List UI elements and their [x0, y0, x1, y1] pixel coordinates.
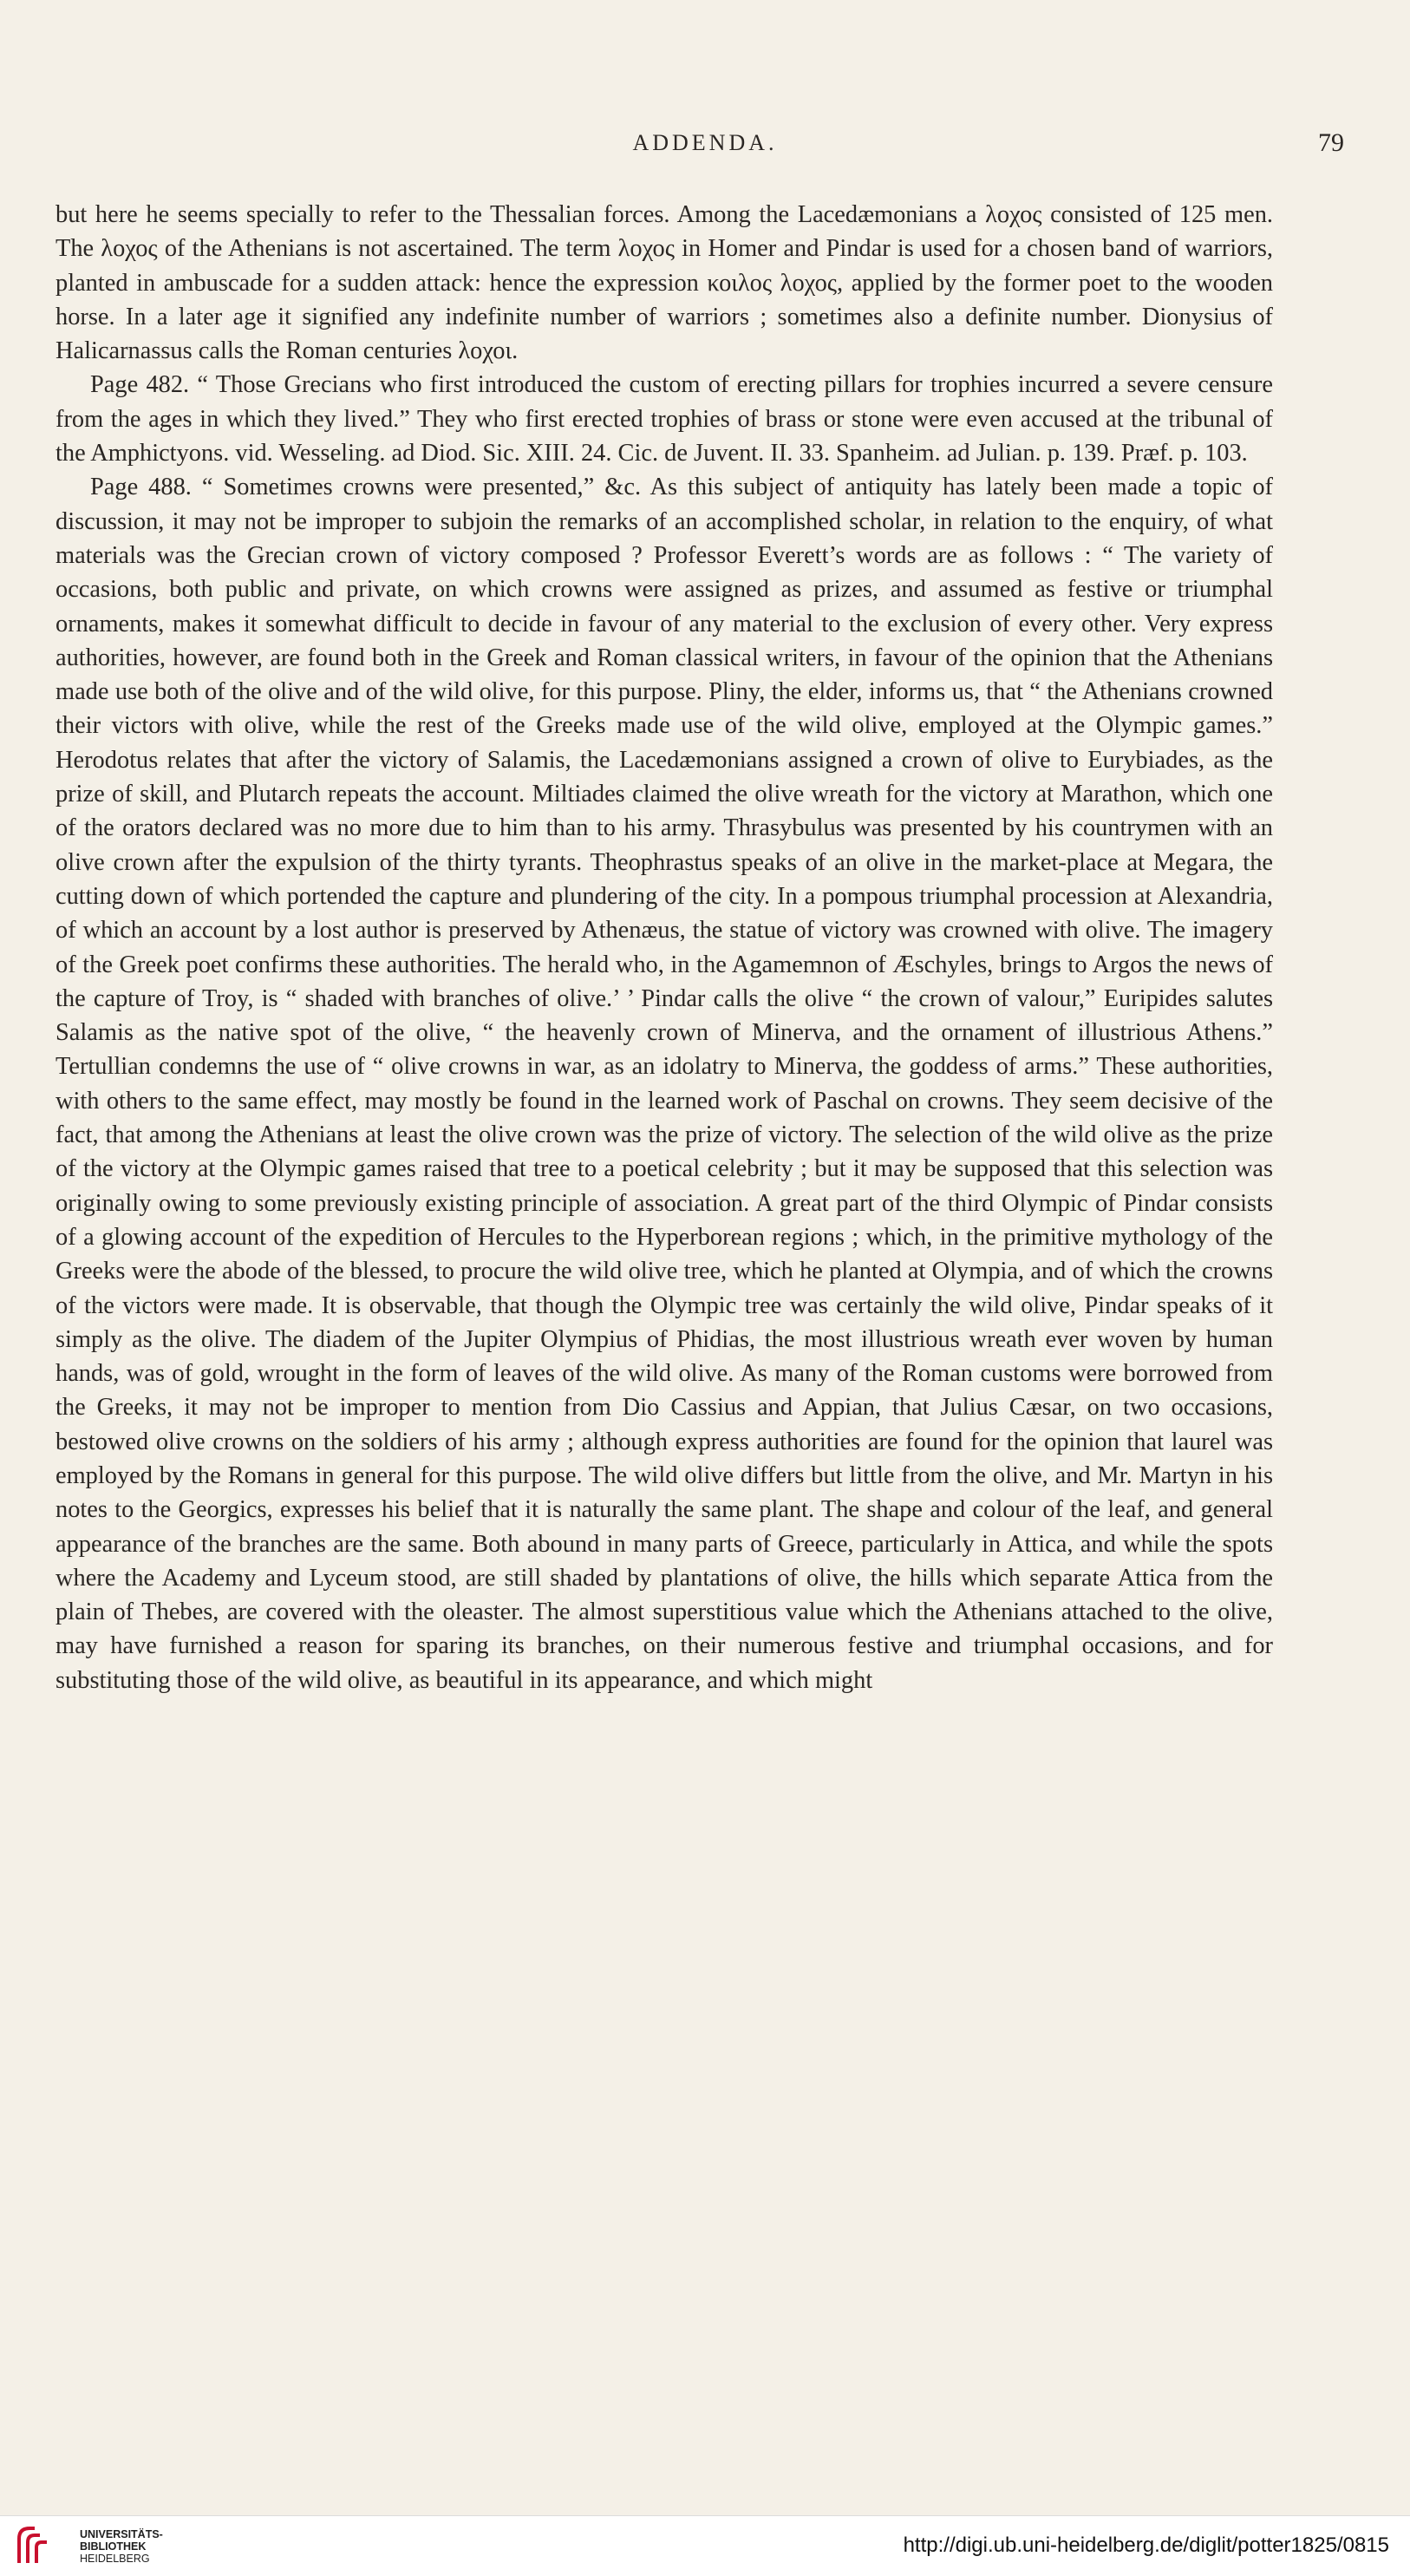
body-text — [55, 198, 1273, 1697]
paragraph-lochos: but here he seems specially to refer to the Thessalian forces. Among the Lacedæmonians a λοχος consisted of 125 men. The λοχος of the Athenians is not ascertained. The term λοχος in Homer and Pindar is used for a chosen band of warriors, planted in ambuscade for a sudden attack: hence the expression κοιλος λοχος, applied by the former poet to the wooden horse. In a later age it signified any indefinite number of warriors ; sometimes also a definite number. Dionysius of Halicarnassus calls the Roman centuries λοχοι. — [55, 201, 1273, 365]
paragraph-page-482: Page 482. “ Those Grecians who first introduced the custom of erecting pillars for trophies incurred a severe censure from the ages in which they lived.” They who first erected trophies of brass or stone were even accused at the tribunal of the Amphictyons. vid. Wesseling. ad Diod. Sic. XIII. 24. Cic. de Juvent. II. 33. Spanheim. ad Julian. p. 139. Præf. p. 103. — [55, 371, 1273, 467]
paragraph-page-488: Page 488. “ Sometimes crowns were presented,” &c. As this subject of antiquity has lately been made a topic of discussion, it may not be improper to subjoin the remarks of an accomplished scholar, in relation to the enquiry, of what materials was the Grecian crown of victory composed ? Professor Everett’s words are as follows : “ The variety of occasions, both public and private, on which crowns were assigned as prizes, and assumed as festive or triumphal ornaments, makes it somewhat difficult to decide in favour of any material to the exclusion of every other. Very express authorities, however, are found both in the Greek and Roman classical writers, in favour of the opinion that the Athenians made use both of the olive and of the wild olive, for this purpose. Pliny, the elder, informs us, that “ the Athenians crowned their victors with olive, while the rest of the Greeks made use of the wild olive, employed at the Olympic games.” Herodotus relates that after the victory of Salamis, the Lacedæmonians assigned a crown of olive to Eurybiades, as the prize of skill, and Plutarch repeats the account. Miltiades claimed the olive wreath for the victory at Marathon, which one of the orators declared was no more due to him than to his army. Thrasybulus was presented by his countrymen with an olive crown after the expulsion of the thirty tyrants. Theophrastus speaks of an olive in the market-place at Megara, the cutting down of which portended the capture and plundering of the city. In a pompous triumphal procession at Alexandria, of which an account by a lost author is preserved by Athenæus, the statue of victory was crowned with olive. The imagery of the Greek poet confirms these authorities. The herald who, in the Agamemnon of Æschyles, brings to Argos the news of the capture of Troy, is “ shaded with branches of olive.’ ’ Pindar calls the olive “ the crown of valour,” Euripides salutes Salamis as the native spot of the olive, “ the heavenly crown of Minerva, and the ornament of illustrious Athens.” Tertullian condemns the use of “ olive crowns in war, as an idolatry to Minerva, the goddess of arms.” These authorities, with others to the same effect, may mostly be found in the learned work of Paschal on crowns. They seem decisive of the fact, that among the Athenians at least the olive crown was the prize of victory. The selection of the wild olive as the prize of the victory at the Olympic games raised that tree to a poetical celebrity ; but it may be supposed that this selection was originally owing to some previously existing principle of association. A great part of the third Olympic of Pindar consists of a glowing account of the expedition of Hercules to the Hyperborean regions ; which, in the primitive mythology of the Greeks were the abode of the blessed, to procure the wild olive tree, which he planted at Olympia, and of which the crowns of the victors were made. It is observable, that though the Olympic tree was certainly the wild olive, Pindar speaks of it simply as the olive. The diadem of the Jupiter Olympius of Phidias, the most illustrious wreath ever woven by human hands, was of gold, wrought in the form of leaves of the wild olive. As many of the Roman customs were borrowed from the Greeks, it may not be improper to mention from Dio Cassius and Appian, that Julius Cæsar, on two occasions, bestowed olive crowns on the soldiers of his army ; although express authorities are found for the opinion that laurel was employed by the Romans in general for this purpose. The wild olive differs but little from the olive, and Mr. Martyn in his notes to the Georgics, expresses his belief that it is naturally the same plant. The shape and colour of the leaf, and general appearance of the branches are the same. Both abound in many parts of Greece, particularly in Attica, and while the spots where the Academy and Lyceum stood, are still shaded by plantations of olive, the hills which separate Attica from the plain of Thebes, are covered with the oleaster. The almost superstitious value which the Athenians attached to the olive, may have furnished a reason for sparing its branches, on their numerous festive and triumphal occasions, and for substituting those of the wild olive, as beautiful in its appearance, and which might — [55, 474, 1273, 1694]
library-name: UNIVERSITÄTS- BIBLIOTHEK HEIDELBERG — [80, 2528, 163, 2565]
university-library-logo-icon — [16, 2525, 62, 2566]
source-url-link[interactable]: http://digi.ub.uni-heidelberg.de/diglit/potter1825/0815 — [903, 2534, 1389, 2557]
running-title: ADDENDA. — [632, 130, 778, 155]
page-number: 79 — [1318, 128, 1344, 157]
running-head — [0, 130, 1410, 165]
digitization-footer — [0, 2515, 1410, 2576]
